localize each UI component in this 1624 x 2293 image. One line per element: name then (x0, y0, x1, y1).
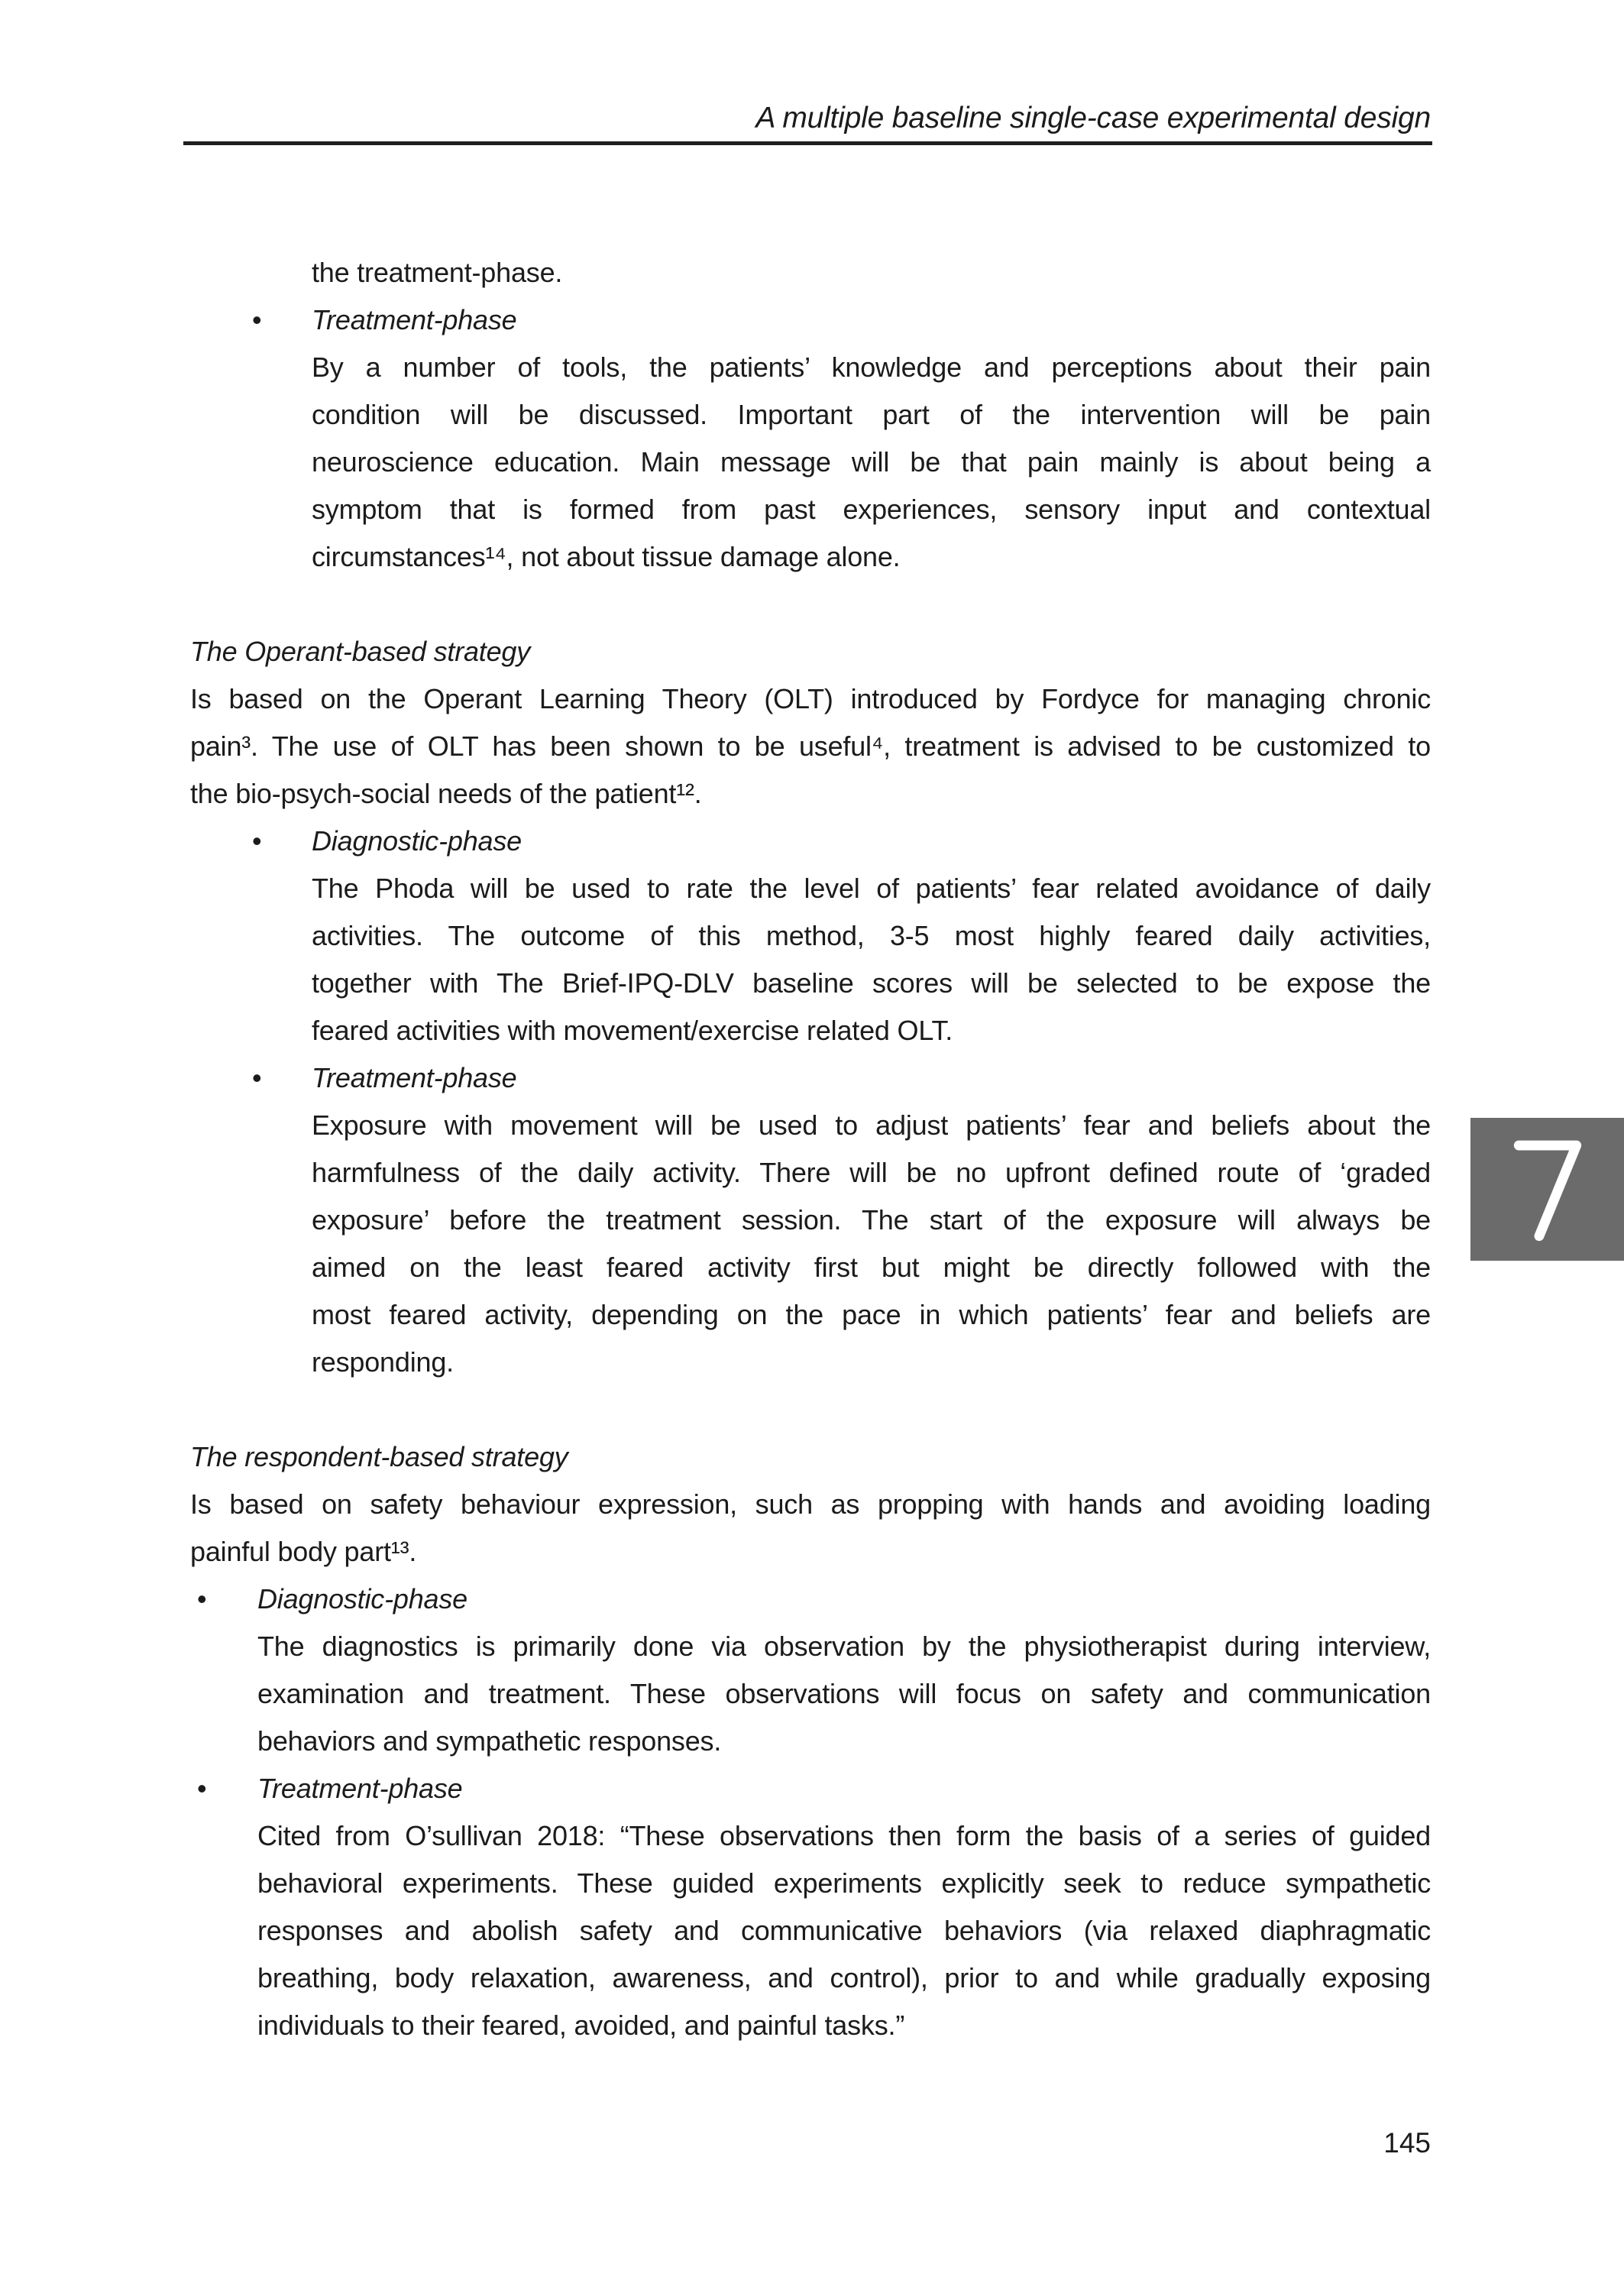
paragraph-line: exposure’ before the treatment session. The start of the exposure will always be (312, 1204, 1431, 1236)
section-heading: The Operant-based strategy (190, 636, 531, 667)
paragraph-line: Is based on the Operant Learning Theory (OLT) introduced by Fordyce for managing chronic (190, 683, 1431, 714)
paragraph (190, 675, 1431, 818)
bullet-item (190, 1054, 1431, 1102)
paragraph (190, 1481, 1431, 1576)
paragraph (190, 1812, 1431, 2049)
paragraph-line: behavioral experiments. These guided experiments explicitly seek to reduce sympathetic (257, 1867, 1431, 1899)
paragraph-line: aimed on the least feared activity first but might be directly followed with the (312, 1252, 1431, 1283)
paragraph (190, 344, 1431, 581)
paragraph-line: Cited from O’sullivan 2018: “These observations then form the basis of a series of guided (257, 1820, 1431, 1851)
page-body (190, 249, 1431, 2049)
paragraph-line: the treatment-phase. (312, 257, 563, 288)
chapter-number-7-glyph (1512, 1136, 1583, 1243)
paragraph-line: responses and abolish safety and communicative behaviors (via relaxed diaphragmatic (257, 1915, 1431, 1946)
paragraph-line: Exposure with movement will be used to adjust patients’ fear and beliefs about the (312, 1109, 1431, 1141)
bullet-item (190, 818, 1431, 865)
bullet-item (190, 296, 1431, 344)
paragraph-line: together with The Brief-IPQ-DLV baseline scores will be selected to be expose the (312, 967, 1431, 999)
bullet-label: Treatment-phase (312, 304, 517, 335)
paragraph-line: By a number of tools, the patients’ knowledge and perceptions about their pain (312, 351, 1431, 383)
bullet-icon: • (197, 1583, 207, 1614)
paragraph (190, 1102, 1431, 1386)
page-number: 145 (1383, 2127, 1431, 2159)
paragraph-line: painful body part¹³. (190, 1536, 417, 1567)
paragraph-line: The diagnostics is primarily done via observation by the physiotherapist during interview, (257, 1631, 1431, 1662)
paragraph-line: The Phoda will be used to rate the level of patients’ fear related avoidance of daily (312, 873, 1431, 904)
paragraph (190, 1623, 1431, 1765)
running-header-title: A multiple baseline single-case experimental design (755, 102, 1431, 134)
paragraph-line: responding. (312, 1346, 454, 1378)
paragraph-line: neuroscience education. Main message will be that pain mainly is about being a (312, 446, 1431, 478)
paragraph-line: harmfulness of the daily activity. There will be no upfront defined route of ‘graded (312, 1157, 1431, 1188)
paragraph-spacer (190, 1386, 1431, 1433)
paragraph-line: most feared activity, depending on the pace in which patients’ fear and beliefs are (312, 1299, 1431, 1330)
chapter-tab (1470, 1118, 1624, 1261)
paragraph-line: breathing, body relaxation, awareness, and control), prior to and while gradually exposing (257, 1962, 1431, 1993)
bullet-icon: • (252, 1062, 262, 1093)
bullet-label: Treatment-phase (312, 1062, 517, 1093)
paragraph-line: pain³. The use of OLT has been shown to be useful⁴, treatment is advised to be customized to (190, 730, 1431, 762)
bullet-icon: • (197, 1773, 207, 1804)
paragraph-line: condition will be discussed. Important part of the intervention will be pain (312, 399, 1431, 430)
paragraph-line: activities. The outcome of this method, 3-5 most highly feared daily activities, (312, 920, 1431, 951)
paragraph-line: examination and treatment. These observations will focus on safety and communication (257, 1678, 1431, 1709)
bullet-item (190, 1576, 1431, 1623)
bullet-label: Treatment-phase (257, 1773, 463, 1804)
bullet-label: Diagnostic-phase (257, 1583, 467, 1614)
paragraph-line: Is based on safety behaviour expression, such as propping with hands and avoiding loading (190, 1488, 1431, 1520)
paragraph-line: feared activities with movement/exercise related OLT. (312, 1015, 953, 1046)
paragraph-line: the bio-psych-social needs of the patient¹². (190, 778, 702, 809)
paragraph-line: circumstances¹⁴, not about tissue damage alone. (312, 541, 901, 572)
paragraph (190, 249, 1431, 296)
bullet-label: Diagnostic-phase (312, 825, 522, 857)
paragraph (190, 865, 1431, 1054)
paragraph-line: individuals to their feared, avoided, and painful tasks.” (257, 2010, 905, 2041)
header-rule (183, 141, 1432, 145)
bullet-icon: • (252, 304, 262, 335)
section-heading: The respondent-based strategy (190, 1441, 568, 1472)
paragraph-line: behaviors and sympathetic responses. (257, 1725, 722, 1757)
bullet-icon: • (252, 825, 262, 857)
paragraph-spacer (190, 581, 1431, 628)
paragraph-line: symptom that is formed from past experiences, sensory input and contextual (312, 494, 1431, 525)
bullet-item (190, 1765, 1431, 1812)
chapter-number (1470, 1118, 1471, 1119)
